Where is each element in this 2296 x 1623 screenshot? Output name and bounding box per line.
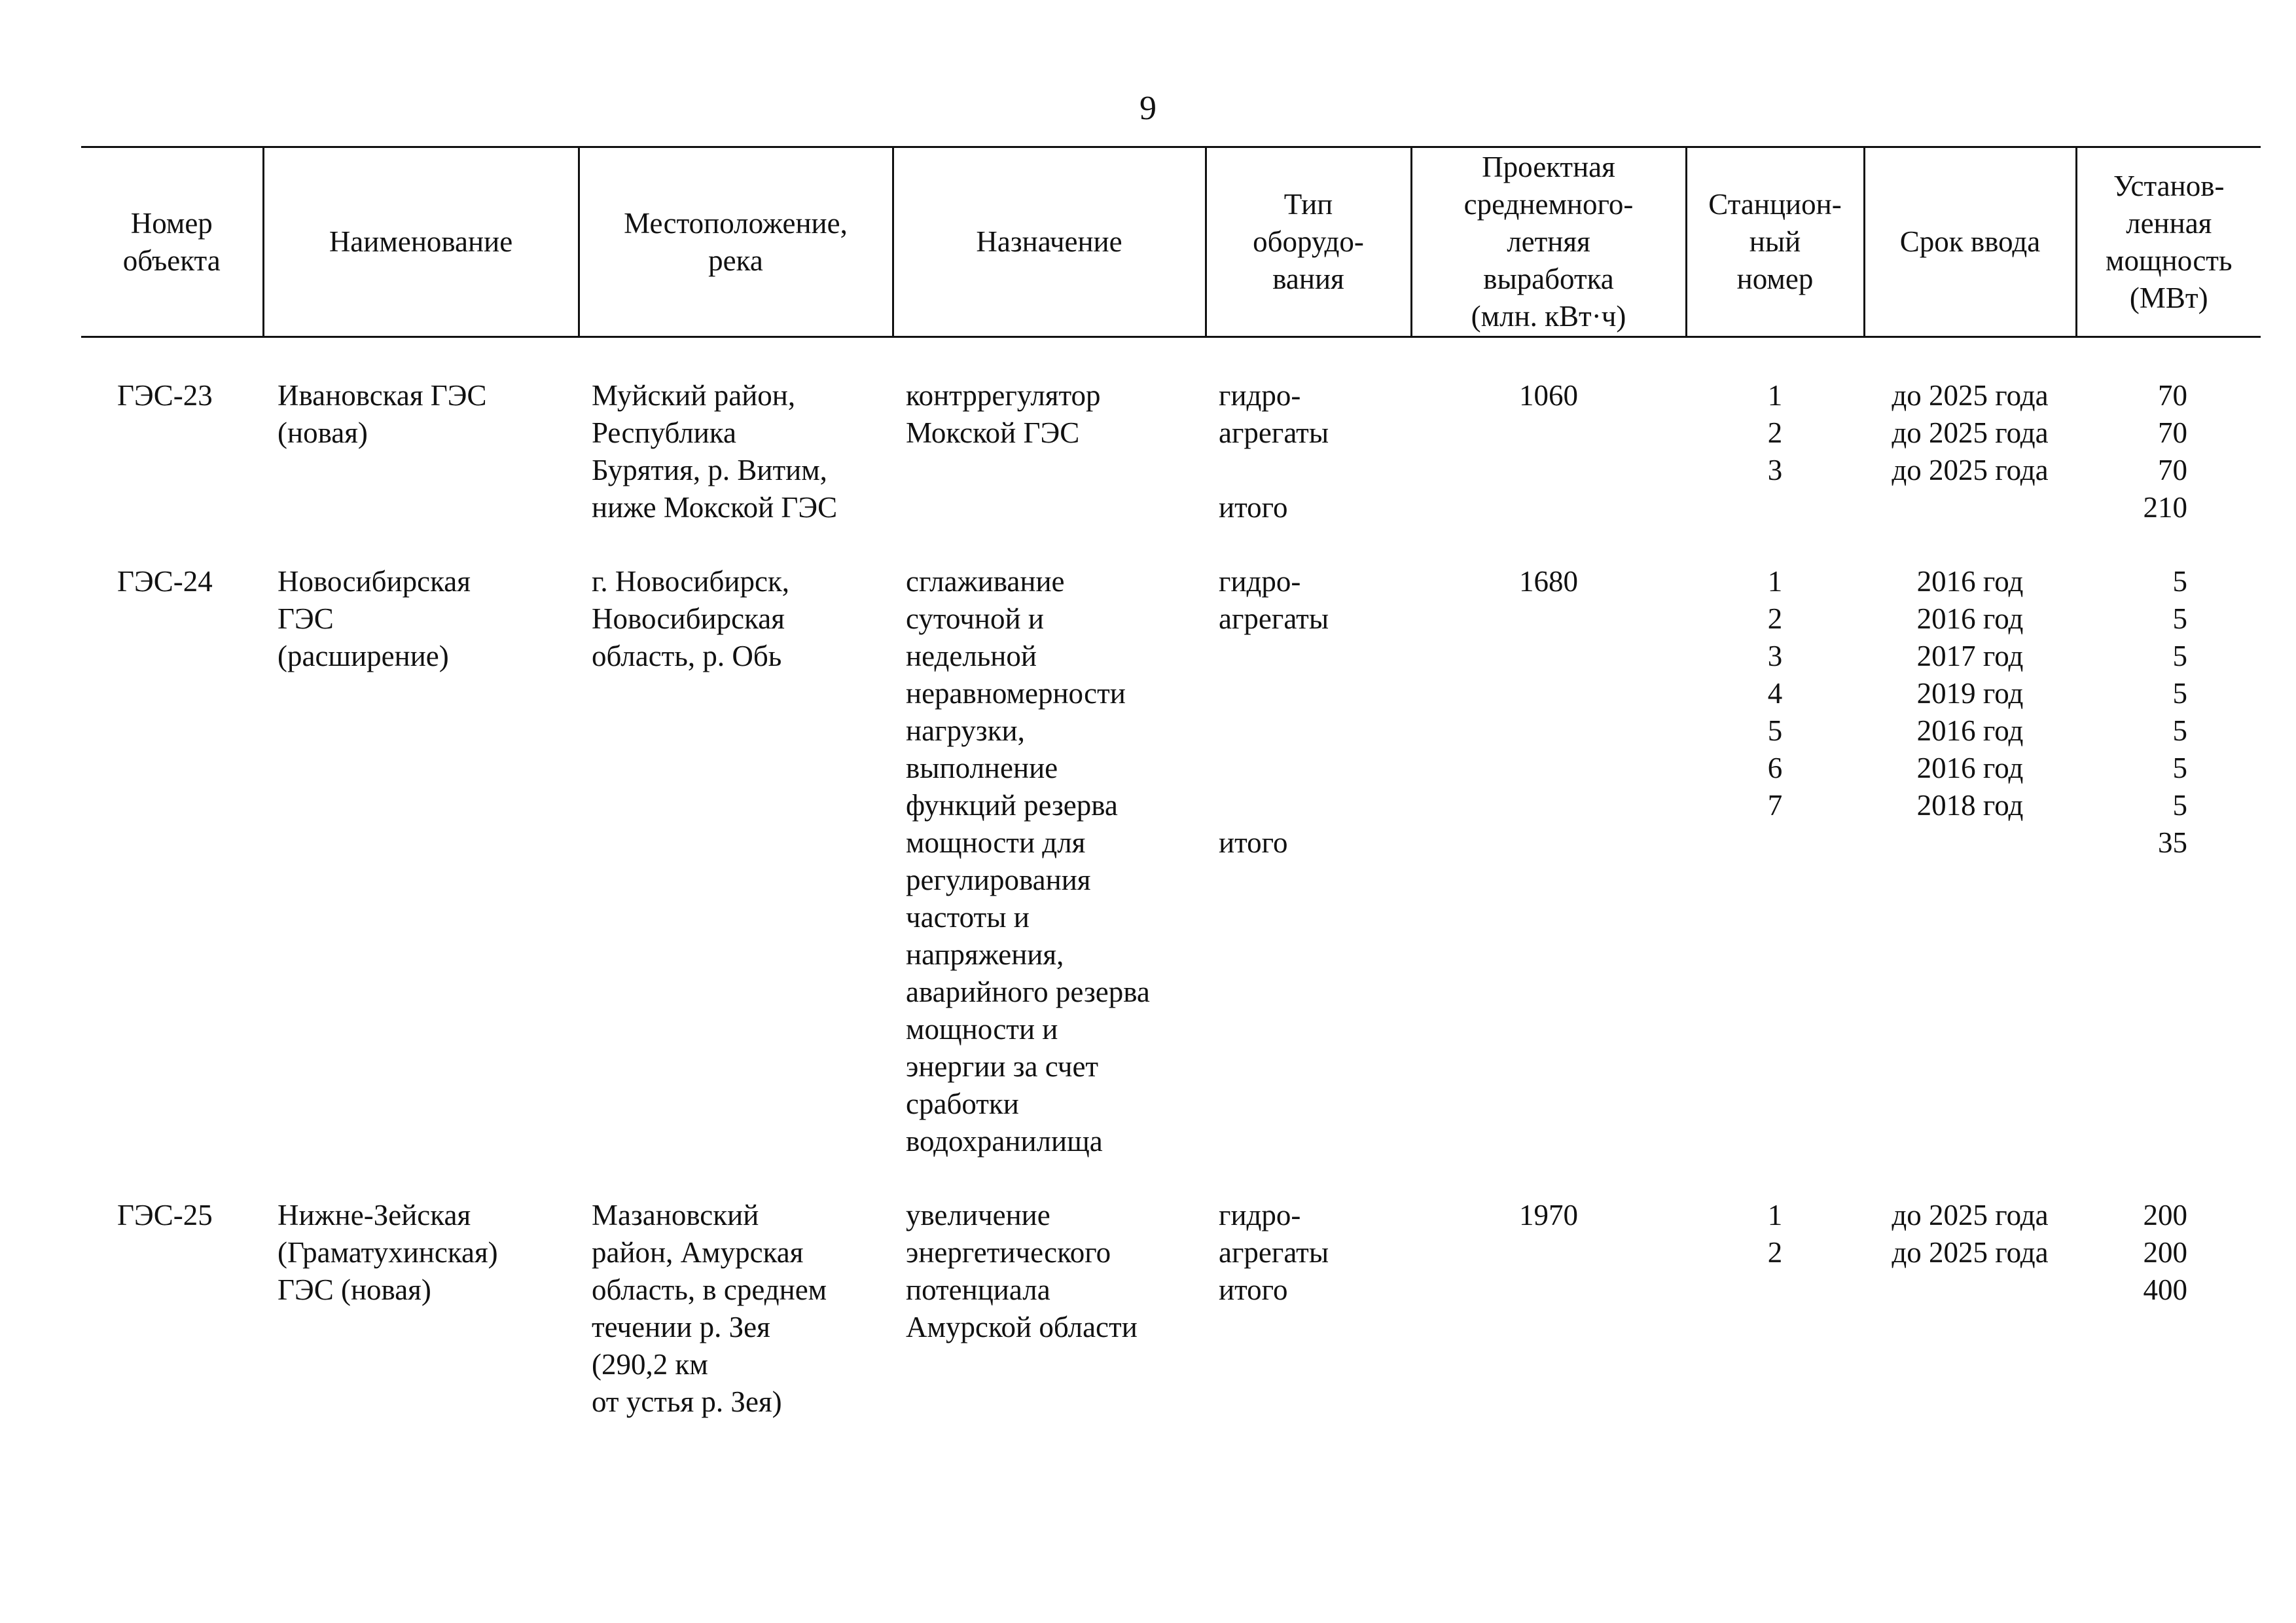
- header-text-line: Наименование: [329, 225, 513, 258]
- cell-text-line: [1219, 787, 1411, 824]
- row-spacer: [81, 1160, 2261, 1197]
- cell-purpose: [893, 563, 1206, 1160]
- cell-capacity: [2076, 377, 2261, 526]
- header-text-line: Местоположение,: [624, 206, 848, 240]
- cell-text-line: 5: [2172, 789, 2187, 822]
- cell-name: [263, 377, 579, 526]
- table-header-row: [81, 147, 2261, 337]
- cell-text-line: Республика: [592, 416, 736, 449]
- cell-text-line: 5: [2172, 640, 2187, 672]
- cell-text-line: контррегулятор: [906, 379, 1101, 412]
- cell-text-line: 210: [2143, 491, 2187, 524]
- cell-text-line: ГЭС-25: [117, 1199, 213, 1231]
- cell-text-line: [1219, 750, 1411, 787]
- header-text-line: Установ-: [2113, 169, 2225, 202]
- header-text-line: Номер: [130, 206, 213, 240]
- cell-text-line: Муйский район,: [592, 379, 796, 412]
- cell-station-number: [1686, 563, 1864, 1160]
- header-text-line: ный: [1749, 225, 1801, 258]
- cell-number: [81, 563, 263, 1160]
- cell-text-line: 70: [2158, 379, 2187, 412]
- cell-capacity: [2076, 1197, 2261, 1421]
- cell-text-line: 2: [1767, 602, 1783, 635]
- cell-location: [579, 377, 893, 526]
- cell-text-line: ГЭС-24: [117, 565, 213, 598]
- cell-name: [263, 1197, 579, 1421]
- cell-number: [81, 1197, 263, 1421]
- header-text-line: (МВт): [2129, 281, 2208, 314]
- cell-text-line: 4: [1767, 677, 1783, 710]
- cell-text-line: итого: [1219, 826, 1288, 859]
- cell-capacity: [2076, 563, 2261, 1160]
- cell-text-line: 3: [1767, 454, 1783, 486]
- cell-text-line: 200: [2143, 1199, 2187, 1231]
- cell-equipment-type: [1206, 1197, 1411, 1421]
- cell-text-line: суточной и: [906, 602, 1044, 635]
- cell-text-line: до 2025 года: [1892, 1199, 2049, 1231]
- cell-text-line: 1: [1767, 1199, 1783, 1231]
- cell-text-line: 1060: [1519, 379, 1578, 412]
- cell-text-line: от устья р. Зея): [592, 1385, 782, 1418]
- cell-station-number: [1686, 1197, 1864, 1421]
- cell-text-line: гидро-: [1219, 565, 1301, 598]
- header-term: [1864, 147, 2076, 337]
- cell-text-line: 5: [2172, 677, 2187, 710]
- cell-text-line: ГЭС: [278, 602, 334, 635]
- cell-text-line: нагрузки,: [906, 714, 1025, 747]
- header-text-line: среднемного-: [1463, 188, 1634, 221]
- cell-text-line: 400: [2143, 1273, 2187, 1306]
- cell-commissioning-term: [1864, 377, 2076, 526]
- cell-station-number: [1686, 377, 1864, 526]
- cell-text-line: гидро-: [1219, 1199, 1301, 1231]
- cell-text-line: мощности и: [906, 1013, 1058, 1046]
- cell-commissioning-term: [1864, 1197, 2076, 1421]
- cell-text-line: область, в среднем: [592, 1273, 827, 1306]
- cell-text-line: течении р. Зея: [592, 1311, 770, 1343]
- cell-text-line: водохранилища: [906, 1125, 1103, 1158]
- header-capacity: [2076, 147, 2261, 337]
- header-purpose: [893, 147, 1206, 337]
- cell-text-line: Бурятия, р. Витим,: [592, 454, 827, 486]
- header-location: [579, 147, 893, 337]
- cell-text-line: Нижне-Зейская: [278, 1199, 471, 1231]
- cell-text-line: недельной: [906, 640, 1037, 672]
- cell-number: [81, 377, 263, 526]
- cell-text-line: ниже Мокской ГЭС: [592, 491, 838, 524]
- cell-text-line: агрегаты: [1219, 602, 1329, 635]
- cell-text-line: [1219, 675, 1411, 712]
- cell-text-line: (290,2 км: [592, 1348, 708, 1381]
- cell-location: [579, 1197, 893, 1421]
- header-text-line: мощность: [2106, 244, 2233, 277]
- page-number: 9: [1139, 90, 1157, 127]
- cell-text-line: (Граматухинская): [278, 1236, 498, 1269]
- cell-text-line: район, Амурская: [592, 1236, 804, 1269]
- cell-text-line: [1219, 638, 1411, 675]
- cell-text-line: до 2025 года: [1892, 379, 2049, 412]
- cell-text-line: выполнение: [906, 752, 1058, 784]
- cell-text-line: агрегаты: [1219, 1236, 1329, 1269]
- cell-text-line: 5: [2172, 565, 2187, 598]
- cell-commissioning-term: [1864, 563, 2076, 1160]
- header-text-line: номер: [1736, 263, 1814, 295]
- cell-text-line: область, р. Обь: [592, 640, 782, 672]
- cell-text-line: Мокской ГЭС: [906, 416, 1080, 449]
- row-spacer: [81, 526, 2261, 563]
- cell-text-line: Амурской области: [906, 1311, 1138, 1343]
- table-row: [81, 563, 2261, 1160]
- cell-text-line: до 2025 года: [1892, 416, 2049, 449]
- cell-text-line: ГЭС (новая): [278, 1273, 431, 1306]
- cell-text-line: 5: [2172, 714, 2187, 747]
- cell-text-line: 2016 год: [1916, 752, 2024, 784]
- cell-text-line: 1: [1767, 379, 1783, 412]
- header-station: [1686, 147, 1864, 337]
- cell-text-line: аварийного резерва: [906, 976, 1150, 1008]
- header-text-line: Станцион-: [1708, 188, 1842, 221]
- cell-text-line: итого: [1219, 491, 1288, 524]
- cell-text-line: энергии за счет: [906, 1050, 1099, 1083]
- cell-text-line: [1219, 452, 1411, 489]
- cell-text-line: 70: [2158, 454, 2187, 486]
- table-row: [81, 1197, 2261, 1421]
- spacer-cell: [81, 337, 2261, 378]
- header-text-line: объекта: [122, 244, 221, 277]
- cell-text-line: потенциала: [906, 1273, 1050, 1306]
- cell-text-line: увеличение: [906, 1199, 1050, 1231]
- cell-text-line: [1219, 712, 1411, 750]
- header-text-line: Срок ввода: [1899, 225, 2041, 258]
- header-text-line: вания: [1272, 263, 1344, 295]
- cell-text-line: ГЭС-23: [117, 379, 213, 412]
- spacer-cell: [81, 526, 2261, 563]
- header-type: [1206, 147, 1411, 337]
- cell-text-line: 3: [1767, 640, 1783, 672]
- header-text-line: оборудо-: [1253, 225, 1364, 258]
- cell-text-line: г. Новосибирск,: [592, 565, 790, 598]
- cell-production: [1411, 377, 1686, 526]
- cell-name: [263, 563, 579, 1160]
- cell-text-line: неравномерности: [906, 677, 1126, 710]
- cell-text-line: Новосибирская: [592, 602, 785, 635]
- cell-text-line: до 2025 года: [1892, 1236, 2049, 1269]
- cell-text-line: 35: [2158, 826, 2187, 859]
- table-row: [81, 377, 2261, 526]
- cell-text-line: Мазановский: [592, 1199, 759, 1231]
- spacer-cell: [81, 1160, 2261, 1197]
- cell-text-line: 6: [1767, 752, 1783, 784]
- cell-text-line: частоты и: [906, 901, 1030, 934]
- header-text-line: Проектная: [1482, 151, 1615, 183]
- cell-equipment-type: [1206, 563, 1411, 1160]
- cell-purpose: [893, 377, 1206, 526]
- cell-text-line: 2018 год: [1916, 789, 2024, 822]
- cell-text-line: сглаживание: [906, 565, 1065, 598]
- cell-text-line: сработки: [906, 1087, 1019, 1120]
- cell-text-line: функций резерва: [906, 789, 1118, 822]
- header-text-line: ленная: [2126, 206, 2212, 240]
- table-body: [81, 337, 2261, 1421]
- cell-text-line: до 2025 года: [1892, 454, 2049, 486]
- cell-text-line: 1: [1767, 565, 1783, 598]
- cell-text-line: напряжения,: [906, 938, 1064, 971]
- header-text-line: (млн. кВт·ч): [1471, 300, 1626, 333]
- cell-text-line: мощности для: [906, 826, 1086, 859]
- cell-text-line: 70: [2158, 416, 2187, 449]
- cell-text-line: (расширение): [278, 640, 449, 672]
- header-text-line: выработка: [1483, 263, 1614, 295]
- cell-text-line: 2017 год: [1916, 640, 2024, 672]
- header-name: [263, 147, 579, 337]
- cell-location: [579, 563, 893, 1160]
- header-number: [81, 147, 263, 337]
- cell-text-line: регулирования: [906, 864, 1091, 896]
- cell-text-line: агрегаты: [1219, 416, 1329, 449]
- cell-text-line: гидро-: [1219, 379, 1301, 412]
- cell-text-line: 5: [2172, 602, 2187, 635]
- cell-text-line: Новосибирская: [278, 565, 471, 598]
- cell-text-line: 1970: [1519, 1199, 1578, 1231]
- cell-text-line: 200: [2143, 1236, 2187, 1269]
- hydro-plants-table: [81, 146, 2261, 1421]
- row-spacer: [81, 337, 2261, 378]
- cell-text-line: 2016 год: [1916, 602, 2024, 635]
- header-text-line: река: [708, 244, 763, 277]
- cell-text-line: энергетического: [906, 1236, 1111, 1269]
- header-text-line: летняя: [1507, 225, 1590, 258]
- cell-text-line: 2016 год: [1916, 714, 2024, 747]
- cell-production: [1411, 563, 1686, 1160]
- cell-text-line: 2016 год: [1916, 565, 2024, 598]
- cell-equipment-type: [1206, 377, 1411, 526]
- cell-text-line: 5: [2172, 752, 2187, 784]
- cell-text-line: 5: [1767, 714, 1783, 747]
- cell-text-line: (новая): [278, 416, 368, 449]
- cell-production: [1411, 1197, 1686, 1421]
- cell-text-line: Ивановская ГЭС: [278, 379, 487, 412]
- cell-text-line: 1680: [1519, 565, 1578, 598]
- header-text-line: Тип: [1283, 188, 1333, 221]
- cell-text-line: 2: [1767, 416, 1783, 449]
- cell-text-line: 2019 год: [1916, 677, 2024, 710]
- header-text-line: Назначение: [976, 225, 1122, 258]
- cell-text-line: 7: [1767, 789, 1783, 822]
- cell-text-line: итого: [1219, 1273, 1288, 1306]
- header-production: [1411, 147, 1686, 337]
- cell-text-line: 2: [1767, 1236, 1783, 1269]
- cell-purpose: [893, 1197, 1206, 1421]
